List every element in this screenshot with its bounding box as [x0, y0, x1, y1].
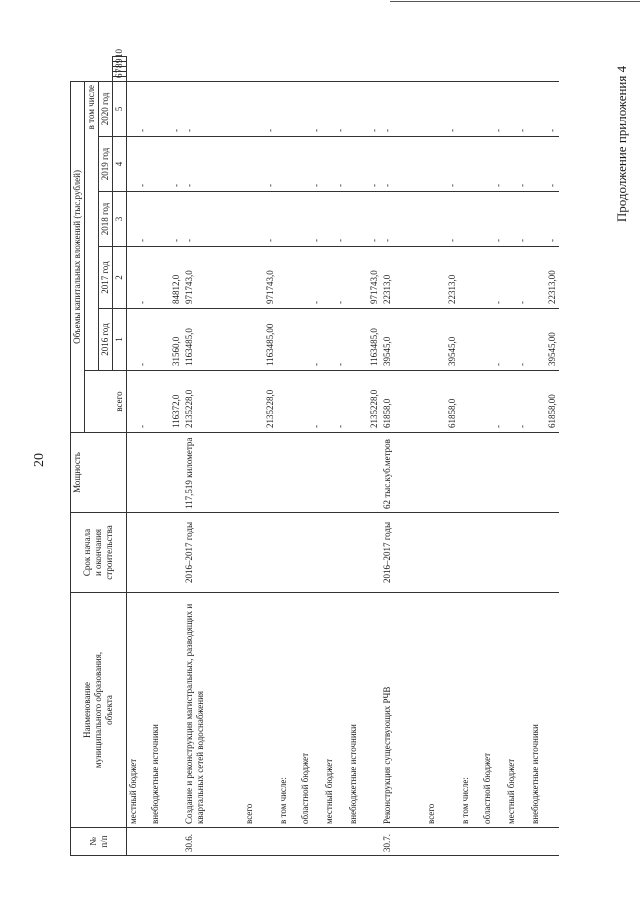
cell-num: 30.7.	[381, 828, 425, 856]
cell-y2017: -	[299, 247, 323, 309]
cell-y2019: -	[481, 137, 505, 192]
header-2019: 2019 год	[99, 137, 113, 192]
cell-name: внебюджетные источники	[149, 593, 183, 828]
cell-period	[529, 513, 559, 593]
cell-y2018: -	[529, 192, 559, 247]
header-capacity: Мощность	[71, 433, 127, 513]
cell-total: -	[323, 371, 347, 433]
cell-num	[425, 828, 459, 856]
table-row	[149, 57, 183, 856]
index-cell: 7	[113, 71, 127, 76]
cell-period	[481, 513, 505, 593]
cell-total	[459, 371, 481, 433]
table-row	[347, 57, 381, 856]
header-2018: 2018 год	[99, 192, 113, 247]
cell-total	[277, 371, 299, 433]
cell-period	[243, 513, 277, 593]
cell-y2018: -	[183, 192, 243, 247]
index-cell: 4	[113, 137, 127, 192]
cell-y2018: -	[243, 192, 277, 247]
cell-y2017: -	[127, 247, 149, 309]
cell-name: областной бюджет	[481, 593, 505, 828]
cell-y2020: -	[183, 81, 243, 136]
cell-period	[323, 513, 347, 593]
cell-num	[529, 828, 559, 856]
cell-period	[127, 513, 149, 593]
cell-capacity	[425, 433, 459, 513]
cell-total: 61858,0	[425, 371, 459, 433]
header-period: Срок начала и окончания строительства	[71, 513, 127, 593]
cell-total: -	[299, 371, 323, 433]
cell-y2019: -	[149, 137, 183, 192]
index-cell: 2	[113, 247, 127, 309]
cell-total: -	[505, 371, 529, 433]
header-2016: 2016 год	[99, 309, 113, 371]
cell-y2018: -	[323, 192, 347, 247]
cell-total: 116372,0	[149, 371, 183, 433]
cell-num	[323, 828, 347, 856]
cell-y2018: -	[299, 192, 323, 247]
cell-y2016: 1163485,00	[243, 309, 277, 371]
index-cell: 3	[113, 192, 127, 247]
cell-y2019: -	[243, 137, 277, 192]
cell-y2016: 31560,0	[149, 309, 183, 371]
cell-y2018: -	[127, 192, 149, 247]
table-row	[277, 57, 299, 856]
cell-capacity	[243, 433, 277, 513]
cell-period	[277, 513, 299, 593]
cell-y2018: -	[425, 192, 459, 247]
cell-y2020: -	[425, 81, 459, 136]
cell-period	[347, 513, 381, 593]
cell-y2018: -	[381, 192, 425, 247]
cell-num	[505, 828, 529, 856]
cell-y2020	[277, 81, 299, 136]
cell-name: внебюджетные источники	[529, 593, 559, 828]
cell-period: 2016–2017 годы	[183, 513, 243, 593]
index-cell: 8	[113, 66, 127, 71]
cell-name: в том числе:	[277, 593, 299, 828]
cell-total: 2135228,0	[243, 371, 277, 433]
cell-y2019	[277, 137, 299, 192]
table-row	[127, 57, 149, 856]
cell-y2017: 971743,0	[183, 247, 243, 309]
cell-y2020: -	[299, 81, 323, 136]
cell-y2017	[459, 247, 481, 309]
cell-capacity	[149, 433, 183, 513]
cell-y2016: 39545,00	[529, 309, 559, 371]
cell-period: 2016–2017 годы	[381, 513, 425, 593]
cell-y2019: -	[299, 137, 323, 192]
cell-y2016: -	[505, 309, 529, 371]
cell-period	[299, 513, 323, 593]
index-cell: 6	[113, 76, 127, 81]
table-row	[505, 57, 529, 856]
cell-y2016: 1163485,0	[183, 309, 243, 371]
cell-y2016: -	[323, 309, 347, 371]
index-cell: 10	[113, 57, 127, 62]
cell-y2018: -	[149, 192, 183, 247]
table-row	[381, 57, 425, 856]
cell-y2019: -	[425, 137, 459, 192]
cell-y2019: -	[183, 137, 243, 192]
index-cell: 5	[113, 81, 127, 136]
cell-capacity	[299, 433, 323, 513]
cell-y2019: -	[381, 137, 425, 192]
cell-y2019: -	[505, 137, 529, 192]
cell-y2016	[277, 309, 299, 371]
header-volumes: Объемы капитальных вложений (тыс.рублей)	[71, 81, 85, 432]
cell-y2017: 971743,0	[243, 247, 277, 309]
cell-capacity: 62 тыс.куб.метров	[381, 433, 425, 513]
cell-y2016: -	[481, 309, 505, 371]
index-cell: 9	[113, 62, 127, 67]
cell-name: местный бюджет	[127, 593, 149, 828]
rotated-table-wrapper	[70, 49, 557, 856]
cell-y2020	[459, 81, 481, 136]
cell-y2020: -	[481, 81, 505, 136]
header-in-that: в том числе	[85, 81, 99, 370]
cell-capacity	[481, 433, 505, 513]
table-row	[243, 57, 277, 856]
cell-total: -	[481, 371, 505, 433]
cell-y2017: -	[505, 247, 529, 309]
continuation-label: Продолжение приложения 4	[614, 65, 629, 223]
header-2020: 2020 год	[99, 81, 113, 136]
cell-y2017: 22313,0	[381, 247, 425, 309]
cell-y2016	[459, 309, 481, 371]
cell-total: 61858,00	[529, 371, 559, 433]
cell-name: внебюджетные источники	[347, 593, 381, 828]
cell-y2017: -	[481, 247, 505, 309]
cell-num	[277, 828, 299, 856]
capital-investment-table	[70, 49, 559, 856]
cell-num: 30.6.	[183, 828, 243, 856]
cell-y2017: -	[323, 247, 347, 309]
cell-y2018	[277, 192, 299, 247]
cell-y2017: 84812,0	[149, 247, 183, 309]
table-row	[481, 57, 505, 856]
cell-period	[425, 513, 459, 593]
cell-capacity	[323, 433, 347, 513]
cell-total: 2135228,0	[183, 371, 243, 433]
header-total: всего	[85, 371, 127, 433]
header-name: Наименование муниципального образования, объекта	[71, 593, 127, 828]
cell-num	[481, 828, 505, 856]
cell-y2017: 22313,0	[425, 247, 459, 309]
cell-period	[149, 513, 183, 593]
cell-num	[127, 828, 149, 856]
cell-y2016: -	[299, 309, 323, 371]
cell-name: местный бюджет	[323, 593, 347, 828]
cell-y2020: -	[243, 81, 277, 136]
table-row	[323, 57, 347, 856]
header-num: № п/п	[71, 828, 127, 856]
cell-y2016: 1163485,0	[347, 309, 381, 371]
cell-capacity	[529, 433, 559, 513]
cell-name: Реконструкция существующих РЧВ	[381, 593, 425, 828]
cell-capacity: 117,519 километра	[183, 433, 243, 513]
cell-y2019: -	[347, 137, 381, 192]
cell-capacity	[347, 433, 381, 513]
cell-y2019	[459, 137, 481, 192]
cell-y2016: 39545,0	[381, 309, 425, 371]
cell-y2020: -	[529, 81, 559, 136]
top-rule	[390, 1, 640, 2]
cell-y2020: -	[505, 81, 529, 136]
cell-y2017	[277, 247, 299, 309]
cell-y2018	[459, 192, 481, 247]
cell-period	[505, 513, 529, 593]
cell-y2017: 22313,00	[529, 247, 559, 309]
cell-y2020: -	[149, 81, 183, 136]
cell-capacity	[127, 433, 149, 513]
index-cell: 1	[113, 309, 127, 371]
cell-y2017: 971743,0	[347, 247, 381, 309]
cell-y2020: -	[127, 81, 149, 136]
cell-y2018: -	[347, 192, 381, 247]
cell-period	[459, 513, 481, 593]
table-row	[183, 57, 243, 856]
cell-num	[299, 828, 323, 856]
cell-name: в том числе:	[459, 593, 481, 828]
cell-name: всего	[243, 593, 277, 828]
cell-total: 2135228,0	[347, 371, 381, 433]
cell-y2018: -	[481, 192, 505, 247]
table-row	[299, 57, 323, 856]
table-row	[459, 57, 481, 856]
cell-num	[347, 828, 381, 856]
cell-name: областной бюджет	[299, 593, 323, 828]
cell-num	[459, 828, 481, 856]
cell-y2020: -	[381, 81, 425, 136]
table-row	[425, 57, 459, 856]
cell-num	[243, 828, 277, 856]
cell-num	[149, 828, 183, 856]
cell-y2016: 39545,0	[425, 309, 459, 371]
header-2017: 2017 год	[99, 247, 113, 309]
cell-name: местный бюджет	[505, 593, 529, 828]
cell-y2020: -	[347, 81, 381, 136]
cell-y2019: -	[127, 137, 149, 192]
cell-name: Создание и реконструкция магистральных, разводящих и квартальных сетей водоснабжения	[183, 593, 243, 828]
cell-name: всего	[425, 593, 459, 828]
cell-total: 61858,0	[381, 371, 425, 433]
page-number: 20	[32, 453, 47, 467]
cell-y2020: -	[323, 81, 347, 136]
cell-capacity	[459, 433, 481, 513]
cell-capacity	[277, 433, 299, 513]
cell-total: -	[127, 371, 149, 433]
cell-y2016: -	[127, 309, 149, 371]
cell-y2019: -	[529, 137, 559, 192]
table-body	[127, 57, 559, 856]
cell-y2019: -	[323, 137, 347, 192]
cell-y2018: -	[505, 192, 529, 247]
table-row	[529, 57, 559, 856]
cell-capacity	[505, 433, 529, 513]
